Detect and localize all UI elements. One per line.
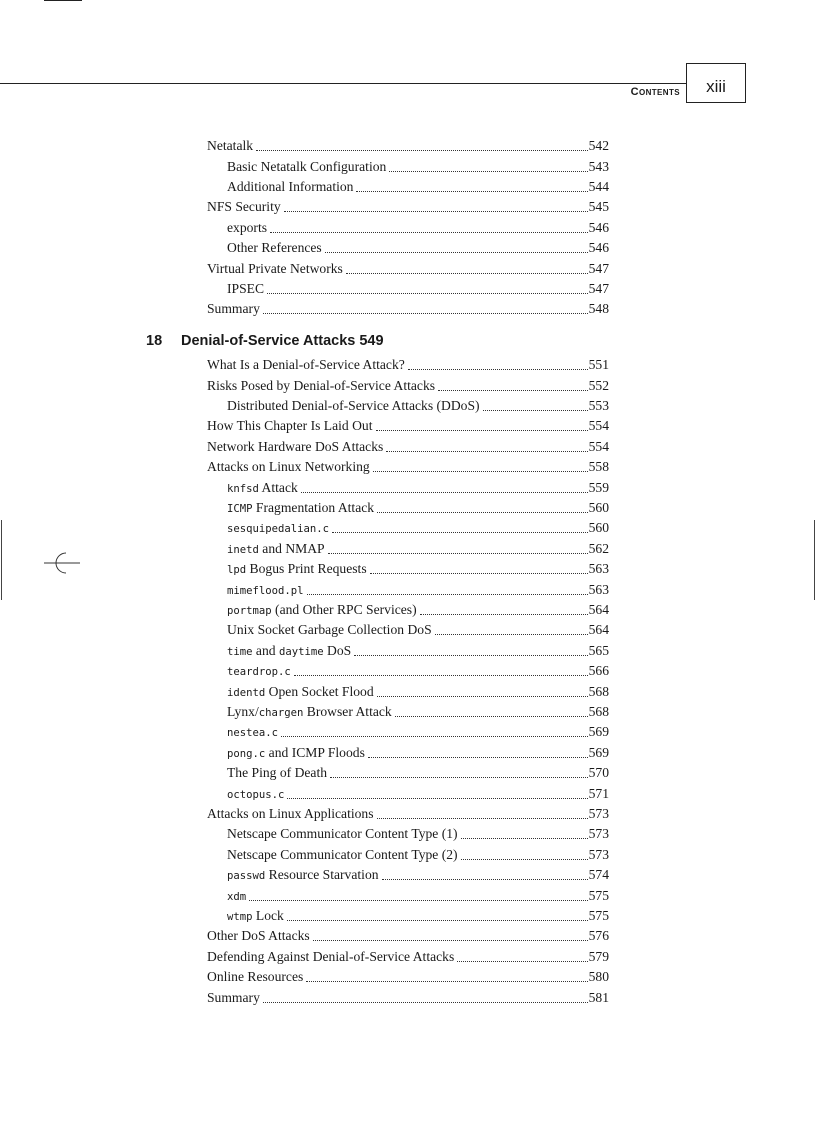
toc-entry-page: 564 [588,602,609,618]
toc-entry-title-part: knfsd [227,482,259,495]
page-number: xiii [686,63,746,103]
toc-entry[interactable] [227,822,609,842]
header-rule [0,83,686,84]
toc-entry-title-part: Attack [258,479,298,495]
toc-entry[interactable] [227,761,609,781]
toc-entry-title-part: Attacks on Linux Applications [207,806,374,822]
toc-entry-title-part: daytime [278,645,324,658]
toc-entry-title-part: Other References [227,240,322,256]
toc-entry-page: 546 [588,219,609,235]
toc-entry-page: 558 [588,459,609,475]
dot-leader [330,777,588,778]
toc-entry-title-part: pong.c [227,747,266,760]
toc-entry[interactable] [227,659,609,679]
dot-leader [376,430,588,431]
toc-entry-page: 581 [588,989,609,1005]
toc-entry-title [207,990,260,1006]
dot-leader [438,390,588,391]
toc-entry-title [227,765,327,781]
toc-entry[interactable] [207,134,609,154]
toc-entry-title-part: NFS Security [207,199,281,215]
toc-entry-title-part: octopus.c [227,788,285,801]
toc-entry[interactable] [227,475,609,495]
toc-entry-title-part: What Is a Denial-of-Service Attack? [207,357,405,373]
toc-entry-title [207,969,303,985]
dot-leader [377,512,588,513]
toc-entry[interactable] [207,455,609,475]
toc-entry-page: 554 [588,438,609,454]
toc-entry-title-part: Distributed Denial-of-Service Attacks (DDoS) [227,398,480,414]
toc-entry-title-part: nestea.c [227,727,279,740]
toc-entry-title-part: Summary [207,989,260,1005]
toc-entry[interactable] [227,236,609,256]
toc-entry-title-part: teardrop.c [227,666,291,679]
dot-leader [301,492,588,493]
dot-leader [370,573,588,574]
dot-leader [328,553,588,554]
toc-entry[interactable] [207,924,609,944]
toc-entry-page: 548 [588,301,609,317]
toc-entry-page: 564 [588,622,609,638]
toc-entry-title-part: Unix Socket Garbage Collection DoS [227,622,432,638]
toc-entry-title [227,480,298,496]
dot-leader [377,818,588,819]
toc-entry-title [227,847,458,863]
dot-leader [389,171,587,172]
toc-entry-title-part: (and Other RPC Services) [271,602,417,618]
toc-entry-title [227,643,351,659]
toc-entry-title [227,179,353,195]
toc-entry-title [227,724,278,740]
toc-entry[interactable] [227,277,609,297]
toc-entry-page: 544 [588,179,609,195]
toc-entry[interactable] [207,373,609,393]
dot-leader [287,798,587,799]
toc-entry-title [227,398,480,414]
toc-entry-title-part: xdm [227,890,247,903]
toc-entry-page: 573 [588,846,609,862]
dot-leader [461,838,588,839]
dot-leader [281,736,588,737]
toc-entry[interactable] [227,720,609,740]
dot-leader [420,614,588,615]
toc-entry[interactable] [227,618,609,638]
toc-entry[interactable] [227,537,609,557]
toc-entry-title-part: Additional Information [227,179,354,195]
toc-entry-title-part: How This Chapter Is Laid Out [207,418,373,434]
dot-leader [395,716,588,717]
dot-leader [373,471,588,472]
toc-entry[interactable] [227,904,609,924]
toc-entry-title-part: Open Socket Flood [265,683,374,699]
toc-entry[interactable] [227,781,609,801]
dot-leader [461,859,588,860]
toc-entry-title [207,949,454,965]
toc-entry-title-part: identd [227,686,266,699]
chapter-heading[interactable] [146,330,646,354]
dot-leader [382,879,588,880]
toc-entry-title [207,928,310,944]
dot-leader [457,961,587,962]
dot-leader [267,293,588,294]
toc-entry[interactable] [207,965,609,985]
toc-entry-title-part: portmap [227,605,272,618]
toc-entry-title [207,357,405,373]
toc-entry[interactable] [227,516,609,536]
toc-entry-title [227,867,379,883]
toc-entry[interactable] [207,353,609,373]
dot-leader [306,981,587,982]
toc-entry-page: 575 [588,908,609,924]
toc-entry[interactable] [207,195,609,215]
toc-entry-page: 566 [588,663,609,679]
toc-entry-title-part: passwd [227,870,266,883]
toc-entry-title-part: Fragmentation Attack [252,500,375,516]
toc-entry[interactable] [227,216,609,236]
toc-entry-title [227,704,392,720]
dot-leader [287,920,588,921]
toc-entry-title-part: IPSEC [227,281,265,297]
toc-entry-page: 543 [588,158,609,174]
toc-entry[interactable] [207,945,609,965]
toc-entry-title [227,159,386,175]
toc-entry-title-part: Netscape Communicator Content Type (1) [227,826,458,842]
toc-entry-page: 560 [588,500,609,516]
toc-entry-page: 573 [588,806,609,822]
toc-entry-page: 571 [588,785,609,801]
toc-entry-page: 547 [588,281,609,297]
toc-entry-title-part: wtmp [227,911,253,924]
toc-entry[interactable] [227,154,609,174]
dot-leader [256,150,588,151]
toc-entry-title [207,138,253,154]
toc-entry-title-part: Attacks on Linux Networking [207,459,370,475]
dot-leader [284,211,588,212]
toc-entry-page: 568 [588,704,609,720]
toc-entry-title-part: Browser Attack [303,704,392,720]
toc-entry-title [227,745,365,761]
toc-entry-page: 552 [588,377,609,393]
toc-entry-title-part: time [227,645,253,658]
margin-bar-left [1,520,2,600]
toc-entry[interactable] [227,394,609,414]
toc-entry-page: 547 [588,260,609,276]
dot-leader [332,532,588,533]
dot-leader [354,655,587,656]
toc-entry-title [227,281,264,297]
toc-entry-page: 542 [588,138,609,154]
toc-entry[interactable] [227,741,609,761]
toc-entry-title-part: and ICMP Floods [265,744,365,760]
toc-entry-page: 574 [588,867,609,883]
dot-leader [377,696,588,697]
dot-leader [435,634,588,635]
toc-entry-title [227,500,374,516]
toc-entry-title [227,663,291,679]
toc-entry-title-part: Other DoS Attacks [207,928,310,944]
toc-entry-page: 569 [588,744,609,760]
toc-entry-title [207,378,435,394]
toc-entry-page: 576 [588,928,609,944]
toc-entry[interactable] [227,843,609,863]
toc-entry-title [207,806,374,822]
toc-entry-title [207,439,383,455]
dot-leader [356,191,587,192]
toc-entry-page: 570 [588,765,609,781]
toc-entry-title [227,561,367,577]
toc-entry-title [227,622,432,638]
toc-entry-title-part: Risks Posed by Denial-of-Service Attacks [207,377,436,393]
crop-mark-top [44,0,82,1]
toc-entry[interactable] [207,414,609,434]
toc-entry-page: 563 [588,561,609,577]
toc-entry-page: 563 [588,581,609,597]
toc-entry-title [207,301,260,317]
toc-entry-title [227,684,374,700]
dot-leader [307,594,588,595]
toc-entry-title [227,888,246,904]
dot-leader [346,273,588,274]
toc-entry-page: 560 [588,520,609,536]
toc-entry[interactable] [227,700,609,720]
toc-entry-title [227,826,458,842]
dot-leader [368,757,588,758]
toc-entry[interactable] [227,496,609,516]
toc-entry-title [227,582,304,598]
dot-leader [249,900,587,901]
toc-entry[interactable] [227,863,609,883]
toc-entry-title-part: Resource Starvation [265,867,379,883]
toc-entry-title [207,459,370,475]
toc-entry-title [227,541,325,557]
toc-entry-page: 553 [588,398,609,414]
toc-entry-page: 573 [588,826,609,842]
chapter-title: Denial-of-Service Attacks 549 [181,333,384,349]
toc-entry-title-part: Lynx/ [227,704,259,720]
toc-entry[interactable] [227,557,609,577]
dot-leader [386,451,587,452]
dot-leader [270,232,588,233]
margin-bar-right [814,520,815,600]
toc-entry[interactable] [207,802,609,822]
toc-entry-title [227,520,329,536]
toc-entry-title-part: chargen [258,707,304,720]
dot-leader [263,313,588,314]
toc-entry-page: 579 [588,948,609,964]
toc-entry-title-part: and NMAP [258,540,325,556]
toc-entry[interactable] [207,297,609,317]
toc-entry-title-part: lpd [227,564,247,577]
dot-leader [325,252,588,253]
toc-entry-title [207,199,281,215]
toc-entry[interactable] [227,883,609,903]
dot-leader [408,369,588,370]
toc-entry-title-part: mimeflood.pl [227,584,304,597]
dot-leader [313,940,588,941]
toc-entry-title-part: Summary [207,301,260,317]
dot-leader [483,410,588,411]
running-header-contents: Contents [630,86,680,98]
toc-entry-title-part: Basic Netatalk Configuration [227,158,387,174]
toc-entry-title-part: Netatalk [207,138,254,154]
toc-entry-page: 559 [588,479,609,495]
toc-entry-page: 546 [588,240,609,256]
toc-entry[interactable] [227,679,609,699]
toc-entry-page: 562 [588,540,609,556]
toc-entry-title-part: Virtual Private Networks [207,260,343,276]
toc-entry[interactable] [227,639,609,659]
toc-entry-title-part: Lock [252,908,284,924]
toc-entry[interactable] [207,985,609,1005]
toc-entry-title [227,602,417,618]
toc-entry-title-part: and [252,642,279,658]
toc-entry-title-part: sesquipedalian.c [227,523,330,536]
toc-entry-title [227,786,284,802]
toc-entry-title-part: The Ping of Death [227,765,328,781]
toc-entry-title [207,418,373,434]
toc-entry[interactable] [227,175,609,195]
toc-entry-page: 565 [588,642,609,658]
toc-entry-title [227,220,267,236]
toc-entry-title-part: ICMP [227,503,253,516]
toc-entry[interactable] [207,435,609,455]
toc-entry-page: 545 [588,199,609,215]
registration-mark-icon [36,548,88,578]
toc-entry[interactable] [227,598,609,618]
toc-entry-title-part: Network Hardware DoS Attacks [207,438,384,454]
toc-entry-page: 569 [588,724,609,740]
toc-entry-title [227,240,322,256]
toc-entry-title-part: Defending Against Denial-of-Service Attacks [207,948,455,964]
toc-entry-title-part: exports [227,219,268,235]
toc-entry-page: 568 [588,683,609,699]
toc-entry[interactable] [227,577,609,597]
toc-entry-title-part: Online Resources [207,969,304,985]
toc-entry-title [227,908,284,924]
toc-entry-page: 554 [588,418,609,434]
toc-entry-title-part: Netscape Communicator Content Type (2) [227,846,458,862]
dot-leader [263,1002,588,1003]
toc-entry-title [207,261,343,277]
toc-entry-title-part: inetd [227,543,259,556]
toc-entry-page: 580 [588,969,609,985]
toc-entry[interactable] [207,256,609,276]
toc-entry-title-part: DoS [323,642,352,658]
toc-entry-page: 551 [588,357,609,373]
dot-leader [294,675,588,676]
chapter-number: 18 [146,333,163,349]
toc-entry-page: 575 [588,887,609,903]
toc-entry-title-part: Bogus Print Requests [246,561,367,577]
